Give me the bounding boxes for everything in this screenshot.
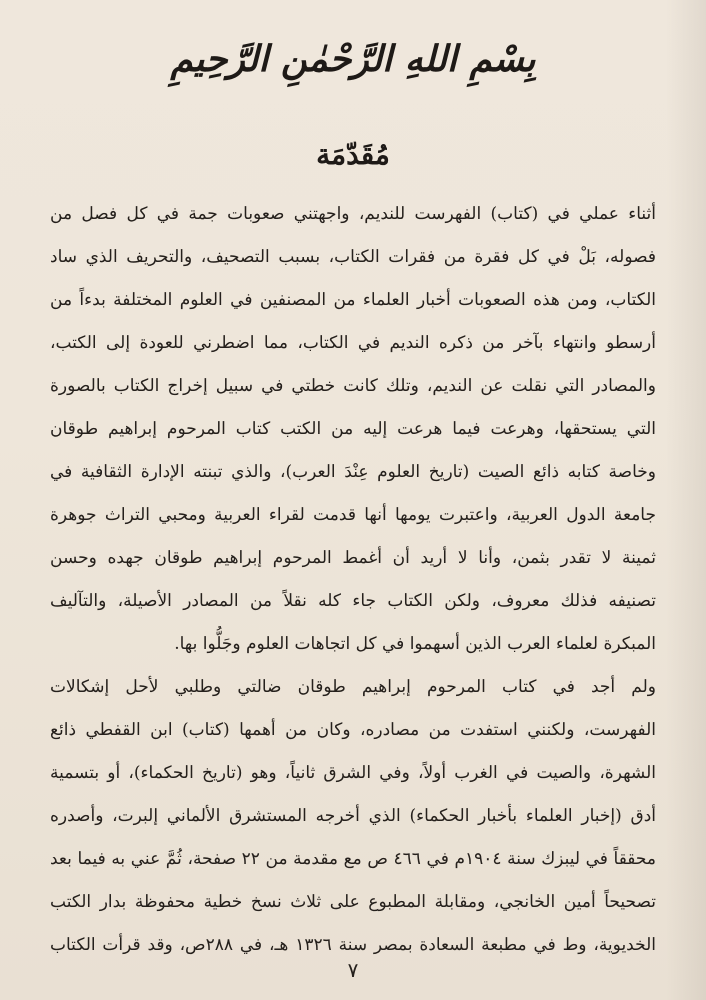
text-line: الشهرة، والصيت في الغرب أولاً، وفي الشرق ثانياً، وهو (تاريخ الحكماء)، أو بتسمية — [50, 763, 656, 783]
text-line: الخديوية، وط في مطبعة السعادة بمصر سنة ١٣٢٦ هـ، في ٢٨٨ص، وقد قرأت الكتاب — [50, 935, 656, 955]
text-line: التي يستحقها، وهرعت فيما هرعت إليه من الكتب كتاب المرحوم إبراهيم طوقان — [50, 419, 656, 439]
text-line: أرسطو وانتهاء بآخر من ذكره النديم في الكتاب، مما اضطرني للعودة إلى الكتب، — [50, 333, 656, 353]
text-line: فصوله، بَلْ في كل فقرة من فقرات الكتاب، بسبب التصحيف، والتحريف الذي ساد — [50, 247, 656, 267]
text-line: أدق (إخبار العلماء بأخبار الحكماء) الذي أخرجه المستشرق الألماني إلبرت، وأصدره — [50, 806, 656, 826]
text-line: تصحيحاً أمين الخانجي، ومقابلة المطبوع على ثلاث نسخ خطية محفوظة بدار الكتب — [50, 892, 656, 912]
basmala-calligraphy: بِسْمِ اللهِ الرَّحْمٰنِ الرَّحِيمِ — [170, 38, 536, 80]
text-line: ثمينة لا تقدر بثمن، وأنا لا أريد أن أغمط المرحوم إبراهيم طوقان جهده وحسن — [50, 548, 656, 568]
text-line: الكتاب، ومن هذه الصعوبات أخبار العلماء من المصنفين في العلوم المختلفة بدءاً من — [50, 290, 656, 310]
text-line: تصنيفه فذلك معروف، ولكن الكتاب جاء كله نقلاً من المصادر الأصيلة، والتآليف — [50, 591, 656, 611]
text-line: ولم أجد في كتاب المرحوم إبراهيم طوقان ضالتي وطلبي لأحل إشكالات — [50, 677, 656, 697]
text-line: والمصادر التي نقلت عن النديم، وتلك كانت خطتي في سبيل إخراج الكتاب بالصورة — [50, 376, 656, 396]
text-line: الفهرست، ولكنني استفدت من مصادره، وكان من أهمها (كتاب) ابن القفطي ذائع — [50, 720, 656, 740]
text-line: المبكرة لعلماء العرب الذين أسهموا في كل اتجاهات العلوم وجَلُّوا بها. — [174, 634, 656, 654]
page-title: مُقَدّمَة — [316, 138, 390, 171]
text-line: أثناء عملي في (كتاب) الفهرست للنديم، واجهتني صعوبات جمة في كل فصل من — [50, 204, 656, 224]
page-number: ٧ — [347, 958, 359, 982]
text-line: وخاصة كتابه ذائع الصيت (تاريخ العلوم عِنْدَ العرب)، والذي تبنته الإدارة الثقافية في — [50, 462, 656, 482]
text-line: جامعة الدول العربية، واعتبرت يومها أنها قدمت لقراء العربية ومحبي التراث جوهرة — [50, 505, 656, 525]
text-line: محققاً في ليبزك سنة ١٩٠٤م في ٤٦٦ ص مع مقدمة من ٢٢ صفحة، ثُمَّ عني به فيما بعد — [50, 849, 656, 869]
